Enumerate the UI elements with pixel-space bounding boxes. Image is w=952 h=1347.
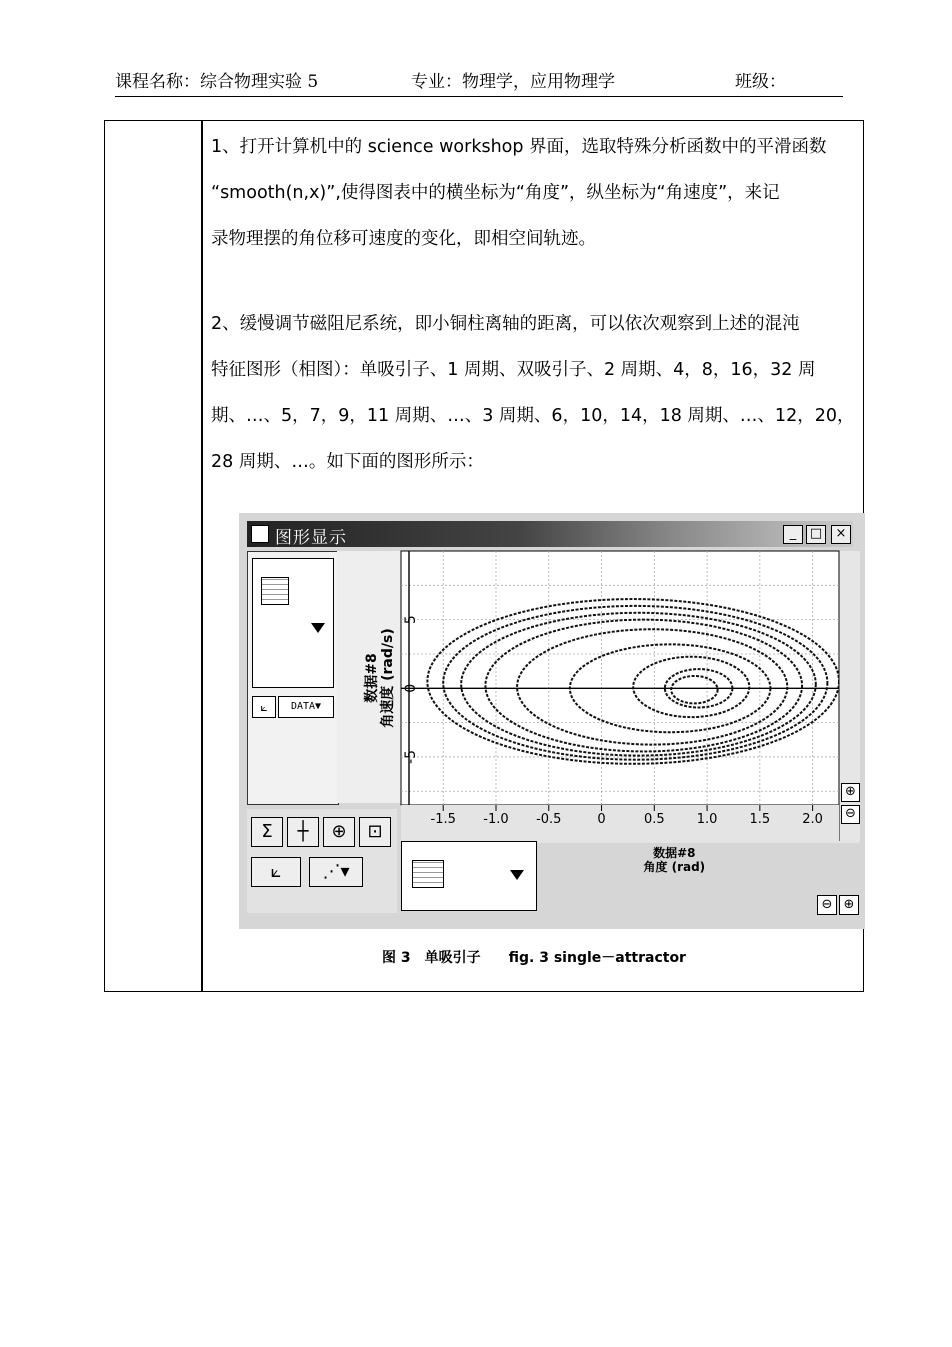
graph-type-icon[interactable]: ⋰▾ <box>309 857 363 887</box>
x-tick-label: 2.0 <box>802 812 823 827</box>
page-header <box>115 72 843 97</box>
paragraph-2-line: 特征图形（相图）：单吸引子、1 周期、双吸引子、2 周期、4，8，16，32 周 <box>211 360 816 380</box>
x-tick-label: -0.5 <box>536 812 562 827</box>
x-zoom-in-icon[interactable]: ⊕ <box>839 895 859 915</box>
x-tick-label: 1.0 <box>696 812 718 827</box>
x-tick-label: -1.0 <box>483 812 509 827</box>
paragraph-2 <box>211 301 857 485</box>
paragraph-1-line: 1、打开计算机中的 science workshop 界面，选取特殊分析函数中的平滑函数 <box>211 137 827 157</box>
class-label: 班级： <box>735 72 786 92</box>
y-tick-label: 0 <box>403 683 419 693</box>
plot-area <box>401 551 839 805</box>
graph-window-screenshot <box>239 513 865 929</box>
course-name: 课程名称：综合物理实验 5 <box>115 72 319 92</box>
x-tick-label: 0 <box>597 812 606 827</box>
graph-settings-icon[interactable]: ⟀ <box>252 696 276 718</box>
minimize-button[interactable]: _ <box>783 525 803 544</box>
close-button[interactable]: × <box>831 525 851 544</box>
x-data-select-box[interactable] <box>401 841 537 911</box>
y-tick-label: -5 <box>403 749 419 764</box>
bottom-toolbar <box>247 809 397 913</box>
vertical-scrollbar[interactable] <box>839 551 860 841</box>
x-tick-label: 1.5 <box>749 812 771 827</box>
content-table <box>104 120 864 992</box>
x-axis-band <box>401 805 859 843</box>
y-axis-unit-label: 角速度 (rad/s) <box>380 628 396 728</box>
data-menu-button[interactable]: DATA▼ <box>278 696 334 718</box>
paragraph-2-line: 2、缓慢调节磁阻尼系统，即小铜柱离轴的距离，可以依次观察到上述的混沌 <box>211 314 800 334</box>
y-zoom-in-icon[interactable]: ⊕ <box>841 783 860 802</box>
paragraph-1 <box>211 124 857 262</box>
x-tick-label: 0.5 <box>643 812 665 827</box>
y-zoom-out-icon[interactable]: ⊖ <box>841 805 860 824</box>
x-dropdown-arrow-icon <box>510 870 524 880</box>
paragraph-1-line: “smooth(n,x)”,使得图表中的横坐标为“角度”，纵坐标为“角速度”，来记 <box>211 183 780 203</box>
x-zoom-out-icon[interactable]: ⊖ <box>817 895 837 915</box>
fit-tool-icon[interactable]: ⊡ <box>359 817 391 847</box>
crosshair-tool-icon[interactable]: ┼ <box>287 817 319 847</box>
maximize-button[interactable]: □ <box>806 525 826 544</box>
x-axis-dataset-label: 数据#8 <box>653 846 696 860</box>
window-title: 图形显示 <box>275 528 347 548</box>
x-tick-label: -1.5 <box>430 812 456 827</box>
x-axis-unit-label: 角度 (rad) <box>643 860 706 874</box>
paragraph-2-line: 期、…、5，7，9，11 周期、…、3 周期、6，10，14，18 周期、…、12，20， <box>211 406 855 426</box>
figure-caption: 图 3 单吸引子 fig. 3 single－attractor <box>382 950 686 966</box>
column-divider <box>201 121 203 991</box>
y-axis-dataset-label: 数据#8 <box>364 653 380 703</box>
paragraph-1-line: 录物理摆的角位移可速度的变化，即相空间轨迹。 <box>211 229 596 249</box>
paragraph-2-line: 28 周期、…。如下面的图形所示： <box>211 452 484 472</box>
statistics-tool[interactable]: Σ <box>251 817 283 847</box>
major-label: 专业：物理学，应用物理学 <box>411 72 615 92</box>
y-tick-label: 5 <box>403 615 419 625</box>
axis-settings-icon[interactable]: ⟀ <box>251 857 301 887</box>
magnifier-tool-icon[interactable]: ⊕ <box>323 817 355 847</box>
x-data-grid-icon <box>412 860 444 888</box>
